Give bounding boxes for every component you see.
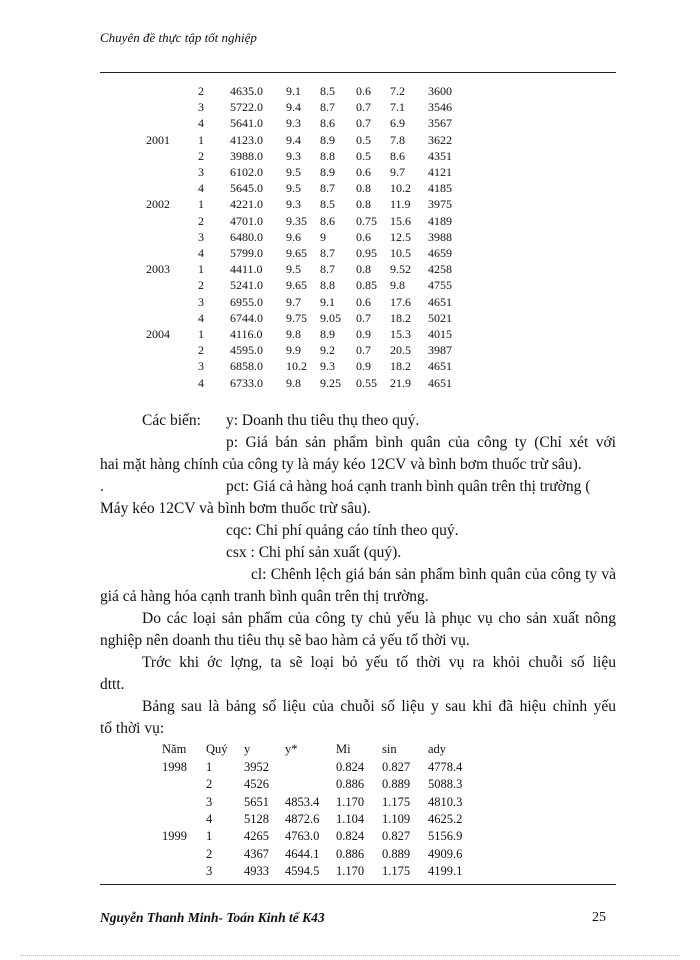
cell-y: 4367 bbox=[244, 846, 269, 861]
cell-quarter: 4 bbox=[198, 375, 204, 390]
cell-pct: 8.6 bbox=[320, 213, 335, 228]
column-header: Năm bbox=[162, 742, 187, 756]
cell-csx: 4651 bbox=[428, 375, 452, 390]
cell-y: 5799.0 bbox=[230, 246, 263, 260]
var-cl-line-1: cl: Chênh lệch giá bán sản phẩm bình quân của công ty và bbox=[251, 566, 616, 583]
cell-quarter: 4 bbox=[198, 310, 204, 325]
cell-y: 5128 bbox=[244, 811, 269, 826]
cell-cqc: 7.2 bbox=[390, 84, 405, 98]
page-edge-dotted-line bbox=[20, 955, 680, 956]
cell-cqc: 15.3 bbox=[390, 327, 411, 341]
cell-y: 4635.0 bbox=[230, 84, 263, 98]
cell-ady: 4778.4 bbox=[428, 760, 463, 774]
cell-csx: 4659 bbox=[428, 246, 452, 260]
cell-quarter: 3 bbox=[198, 229, 204, 244]
cell-csx: 3987 bbox=[428, 343, 452, 358]
cell-p: 9.3 bbox=[286, 148, 301, 163]
cell-year: 2002 bbox=[146, 197, 170, 212]
column-header: ady bbox=[428, 742, 447, 756]
cell-ystar: 4872.6 bbox=[285, 811, 320, 826]
cell-quarter: 3 bbox=[198, 359, 204, 374]
cell-year: 2001 bbox=[146, 132, 170, 147]
cell-p: 9.75 bbox=[286, 310, 307, 325]
cell-pct: 8.7 bbox=[320, 100, 335, 115]
cell-quarter: 2 bbox=[198, 213, 204, 228]
cell-quarter: 1 bbox=[206, 829, 213, 844]
cell-mi: 0.824 bbox=[336, 829, 365, 844]
seasonality-para-line-2: nghiệp nên doanh thu tiêu thụ sẽ bao hàm cả yếu tố thời vụ. bbox=[100, 632, 470, 649]
var-cqc-line: cqc: Chi phí quảng cáo tính theo quý. bbox=[226, 522, 459, 539]
cell-cl: 0.8 bbox=[356, 181, 371, 196]
cell-year: 2004 bbox=[146, 327, 170, 341]
cell-p: 9.65 bbox=[286, 246, 307, 260]
cell-p: 9.1 bbox=[286, 84, 301, 98]
table-intro-line-1: Bảng sau là bảng số liệu của chuỗi số liệu y sau khi đã hiệu chỉnh yếu bbox=[142, 698, 616, 715]
cell-y: 6480.0 bbox=[230, 229, 263, 244]
cell-pct: 9.25 bbox=[320, 375, 341, 390]
cell-cqc: 6.9 bbox=[390, 116, 405, 131]
cell-csx: 3988 bbox=[428, 229, 452, 244]
cell-csx: 4189 bbox=[428, 213, 452, 228]
cell-pct: 8.5 bbox=[320, 84, 335, 98]
cell-cl: 0.6 bbox=[356, 84, 371, 98]
cell-y: 5722.0 bbox=[230, 100, 263, 115]
cell-sin: 1.175 bbox=[382, 794, 411, 809]
cell-year: 2003 bbox=[146, 262, 170, 277]
cell-csx: 4258 bbox=[428, 262, 452, 277]
cell-y: 3952 bbox=[244, 760, 269, 774]
cell-cqc: 11.9 bbox=[390, 197, 411, 212]
cell-cqc: 21.9 bbox=[390, 375, 411, 390]
var-p-line-1: p: Giá bán sản phẩm bình quân của công ty (Chỉ xét với bbox=[226, 434, 616, 451]
cell-y: 4595.0 bbox=[230, 343, 263, 358]
cell-y: 6733.0 bbox=[230, 375, 263, 390]
cell-cqc: 17.6 bbox=[390, 294, 411, 309]
cell-quarter: 3 bbox=[206, 863, 213, 878]
column-header: Mi bbox=[336, 742, 351, 756]
deseason-para-line-1: Trớc khi ớc lợng, ta sẽ loại bỏ yếu tố thời vụ ra khỏi chuỗi số liệu bbox=[142, 654, 616, 671]
cell-quarter: 3 bbox=[198, 100, 204, 115]
cell-sin: 0.827 bbox=[382, 829, 411, 844]
cell-cqc: 7.8 bbox=[390, 132, 405, 147]
cell-cl: 0.85 bbox=[356, 278, 377, 293]
cell-cl: 0.55 bbox=[356, 375, 377, 390]
cell-cqc: 10.5 bbox=[390, 246, 411, 260]
cell-sin: 1.175 bbox=[382, 863, 411, 878]
cell-ystar: 4853.4 bbox=[285, 794, 320, 809]
cell-y: 4123.0 bbox=[230, 132, 263, 147]
cell-y: 6744.0 bbox=[230, 310, 263, 325]
cell-y: 4701.0 bbox=[230, 213, 263, 228]
var-p-line-2: hai mặt hàng chính của công ty là máy kéo 12CV và bình bơm thuốc trừ sâu). bbox=[100, 456, 582, 473]
cell-quarter: 4 bbox=[198, 181, 204, 196]
var-pct-line-2: Máy kéo 12CV và bình bơm thuốc trừ sâu). bbox=[100, 500, 371, 517]
cell-pct: 8.7 bbox=[320, 246, 335, 260]
cell-p: 10.2 bbox=[286, 359, 307, 374]
cell-quarter: 1 bbox=[198, 132, 204, 147]
cell-ady: 4625.2 bbox=[428, 811, 463, 826]
cell-cl: 0.6 bbox=[356, 294, 371, 309]
cell-pct: 8.8 bbox=[320, 278, 335, 293]
footer-author: Nguyễn Thanh Minh- Toán Kinh tế K43 bbox=[100, 910, 325, 925]
cell-pct: 8.7 bbox=[320, 262, 335, 277]
cell-cl: 0.7 bbox=[356, 116, 371, 131]
cell-p: 9.35 bbox=[286, 213, 307, 228]
cell-csx: 4185 bbox=[428, 181, 452, 196]
cell-pct: 9.1 bbox=[320, 294, 335, 309]
cell-ady: 4909.6 bbox=[428, 846, 463, 861]
cell-y: 5641.0 bbox=[230, 116, 263, 131]
cell-y: 6858.0 bbox=[230, 359, 263, 374]
cell-p: 9.65 bbox=[286, 278, 307, 293]
cell-p: 9.9 bbox=[286, 343, 301, 358]
cell-quarter: 2 bbox=[198, 84, 204, 98]
column-header: Quý bbox=[206, 742, 228, 756]
cell-cl: 0.8 bbox=[356, 262, 371, 277]
cell-cqc: 10.2 bbox=[390, 181, 411, 196]
cell-quarter: 1 bbox=[206, 760, 213, 774]
cell-cqc: 7.1 bbox=[390, 100, 405, 115]
cell-y: 4265 bbox=[244, 829, 269, 844]
cell-ystar: 4644.1 bbox=[285, 846, 320, 861]
cell-pct: 9.3 bbox=[320, 359, 335, 374]
cell-y: 4116.0 bbox=[230, 327, 263, 341]
cell-cqc: 9.7 bbox=[390, 165, 405, 179]
cell-quarter: 1 bbox=[198, 197, 204, 212]
cell-p: 9.5 bbox=[286, 181, 301, 196]
cell-csx: 4351 bbox=[428, 148, 452, 163]
seasonality-para-line-1: Do các loại sản phẩm của công ty chủ yếu là phục vụ cho sản xuất nông bbox=[142, 610, 616, 627]
cell-quarter: 2 bbox=[198, 148, 204, 163]
cell-csx: 5021 bbox=[428, 310, 452, 325]
cell-pct: 8.7 bbox=[320, 181, 335, 196]
cell-mi: 1.170 bbox=[336, 863, 365, 878]
column-header: sin bbox=[382, 742, 397, 756]
cell-cl: 0.5 bbox=[356, 148, 371, 163]
var-pct-line-1: pct: Giá cả hàng hoá cạnh tranh bình quân trên thị trường ( bbox=[226, 478, 591, 495]
cell-quarter: 2 bbox=[206, 846, 213, 861]
cell-ady: 4199.1 bbox=[428, 863, 463, 878]
cell-y: 3988.0 bbox=[230, 148, 263, 163]
header-rule bbox=[100, 72, 616, 73]
cell-cl: 0.6 bbox=[356, 229, 371, 244]
cell-y: 6102.0 bbox=[230, 165, 263, 179]
cell-p: 9.5 bbox=[286, 165, 301, 179]
cell-cqc: 9.52 bbox=[390, 262, 411, 277]
cell-csx: 3600 bbox=[428, 84, 452, 98]
cell-cl: 0.7 bbox=[356, 310, 371, 325]
cell-p: 9.4 bbox=[286, 132, 301, 147]
cell-csx: 4015 bbox=[428, 327, 452, 341]
cell-csx: 3546 bbox=[428, 100, 452, 115]
cell-p: 9.3 bbox=[286, 116, 301, 131]
cell-cl: 0.7 bbox=[356, 343, 371, 358]
cell-csx: 4651 bbox=[428, 359, 452, 374]
page-header: Chuyên đề thực tập tốt nghiệp bbox=[100, 30, 257, 45]
cell-quarter: 2 bbox=[198, 278, 204, 293]
cell-sin: 1.109 bbox=[382, 811, 411, 826]
cell-ady: 5088.3 bbox=[428, 777, 463, 792]
cell-cl: 0.9 bbox=[356, 359, 371, 374]
cell-quarter: 3 bbox=[206, 794, 213, 809]
cell-pct: 9.05 bbox=[320, 310, 341, 325]
footer-rule bbox=[100, 884, 616, 885]
cell-pct: 8.9 bbox=[320, 132, 335, 147]
cell-cl: 0.9 bbox=[356, 327, 371, 341]
stray-dot: . bbox=[100, 478, 104, 495]
cell-pct: 8.6 bbox=[320, 116, 335, 131]
cell-year: 1998 bbox=[162, 760, 187, 774]
cell-y: 4411.0 bbox=[230, 262, 263, 277]
cell-cqc: 18.2 bbox=[390, 310, 411, 325]
cell-quarter: 1 bbox=[198, 327, 204, 341]
cell-quarter: 4 bbox=[206, 811, 213, 826]
var-cl-line-2: giá cả hàng hóa cạnh tranh bình quân trên thị trường. bbox=[100, 588, 429, 605]
cell-y: 4933 bbox=[244, 863, 269, 878]
cell-sin: 0.827 bbox=[382, 760, 411, 774]
cell-csx: 4651 bbox=[428, 294, 452, 309]
cell-mi: 1.104 bbox=[336, 811, 365, 826]
cell-cl: 0.7 bbox=[356, 100, 371, 115]
cell-quarter: 1 bbox=[198, 262, 204, 277]
var-y-text: y: Doanh thu tiêu thụ theo quý. bbox=[226, 412, 420, 429]
cell-ady: 4810.3 bbox=[428, 794, 463, 809]
cell-y: 4526 bbox=[244, 777, 269, 792]
cell-p: 9.5 bbox=[286, 262, 301, 277]
cell-mi: 0.886 bbox=[336, 777, 365, 792]
cell-pct: 9 bbox=[320, 229, 326, 244]
cell-cqc: 9.8 bbox=[390, 278, 405, 293]
cell-p: 9.4 bbox=[286, 100, 301, 115]
cell-y: 5645.0 bbox=[230, 181, 263, 196]
cell-p: 9.8 bbox=[286, 375, 301, 390]
cell-cl: 0.5 bbox=[356, 132, 371, 147]
cell-quarter: 3 bbox=[198, 165, 204, 179]
cell-cqc: 15.6 bbox=[390, 213, 411, 228]
cell-cqc: 20.5 bbox=[390, 343, 411, 358]
table-intro-line-2: tố thời vụ: bbox=[100, 720, 165, 737]
cell-y: 5651 bbox=[244, 794, 269, 809]
cell-cl: 0.6 bbox=[356, 165, 371, 179]
deseason-para-line-2: dttt. bbox=[100, 676, 125, 693]
cell-mi: 0.824 bbox=[336, 760, 365, 774]
cell-y: 6955.0 bbox=[230, 294, 263, 309]
cell-ady: 5156.9 bbox=[428, 829, 463, 844]
cell-sin: 0.889 bbox=[382, 777, 411, 792]
cell-sin: 0.889 bbox=[382, 846, 411, 861]
cell-pct: 8.9 bbox=[320, 165, 335, 179]
cell-mi: 0.886 bbox=[336, 846, 365, 861]
cell-cqc: 18.2 bbox=[390, 359, 411, 374]
cell-cl: 0.8 bbox=[356, 197, 371, 212]
cell-y: 5241.0 bbox=[230, 278, 263, 293]
cell-csx: 3567 bbox=[428, 116, 452, 131]
cell-cl: 0.95 bbox=[356, 246, 377, 260]
variables-label: Các biến: bbox=[142, 412, 201, 429]
var-csx-line: csx : Chi phí sản xuất (quý). bbox=[226, 544, 402, 561]
cell-p: 9.6 bbox=[286, 229, 301, 244]
cell-year: 1999 bbox=[162, 829, 187, 844]
cell-quarter: 3 bbox=[198, 294, 204, 309]
cell-csx: 3622 bbox=[428, 132, 452, 147]
cell-p: 9.7 bbox=[286, 294, 301, 309]
cell-p: 9.3 bbox=[286, 197, 301, 212]
cell-quarter: 4 bbox=[198, 116, 204, 131]
cell-pct: 9.2 bbox=[320, 343, 335, 358]
cell-pct: 8.5 bbox=[320, 197, 335, 212]
cell-mi: 1.170 bbox=[336, 794, 365, 809]
cell-csx: 4755 bbox=[428, 278, 452, 293]
cell-pct: 8.9 bbox=[320, 327, 335, 341]
cell-y: 4221.0 bbox=[230, 197, 263, 212]
cell-csx: 3975 bbox=[428, 197, 452, 212]
column-header: y* bbox=[285, 742, 298, 756]
cell-ystar: 4763.0 bbox=[285, 829, 320, 844]
variables-intro-line bbox=[142, 410, 616, 432]
cell-csx: 4121 bbox=[428, 165, 452, 179]
cell-cqc: 8.6 bbox=[390, 148, 405, 163]
page-number: 25 bbox=[592, 910, 606, 925]
cell-cqc: 12.5 bbox=[390, 229, 411, 244]
column-header: y bbox=[244, 742, 251, 756]
cell-pct: 8.8 bbox=[320, 148, 335, 163]
cell-quarter: 2 bbox=[198, 343, 204, 358]
cell-ystar: 4594.5 bbox=[285, 863, 320, 878]
cell-cl: 0.75 bbox=[356, 213, 377, 228]
cell-quarter: 4 bbox=[198, 246, 204, 260]
cell-quarter: 2 bbox=[206, 777, 213, 792]
cell-p: 9.8 bbox=[286, 327, 301, 341]
